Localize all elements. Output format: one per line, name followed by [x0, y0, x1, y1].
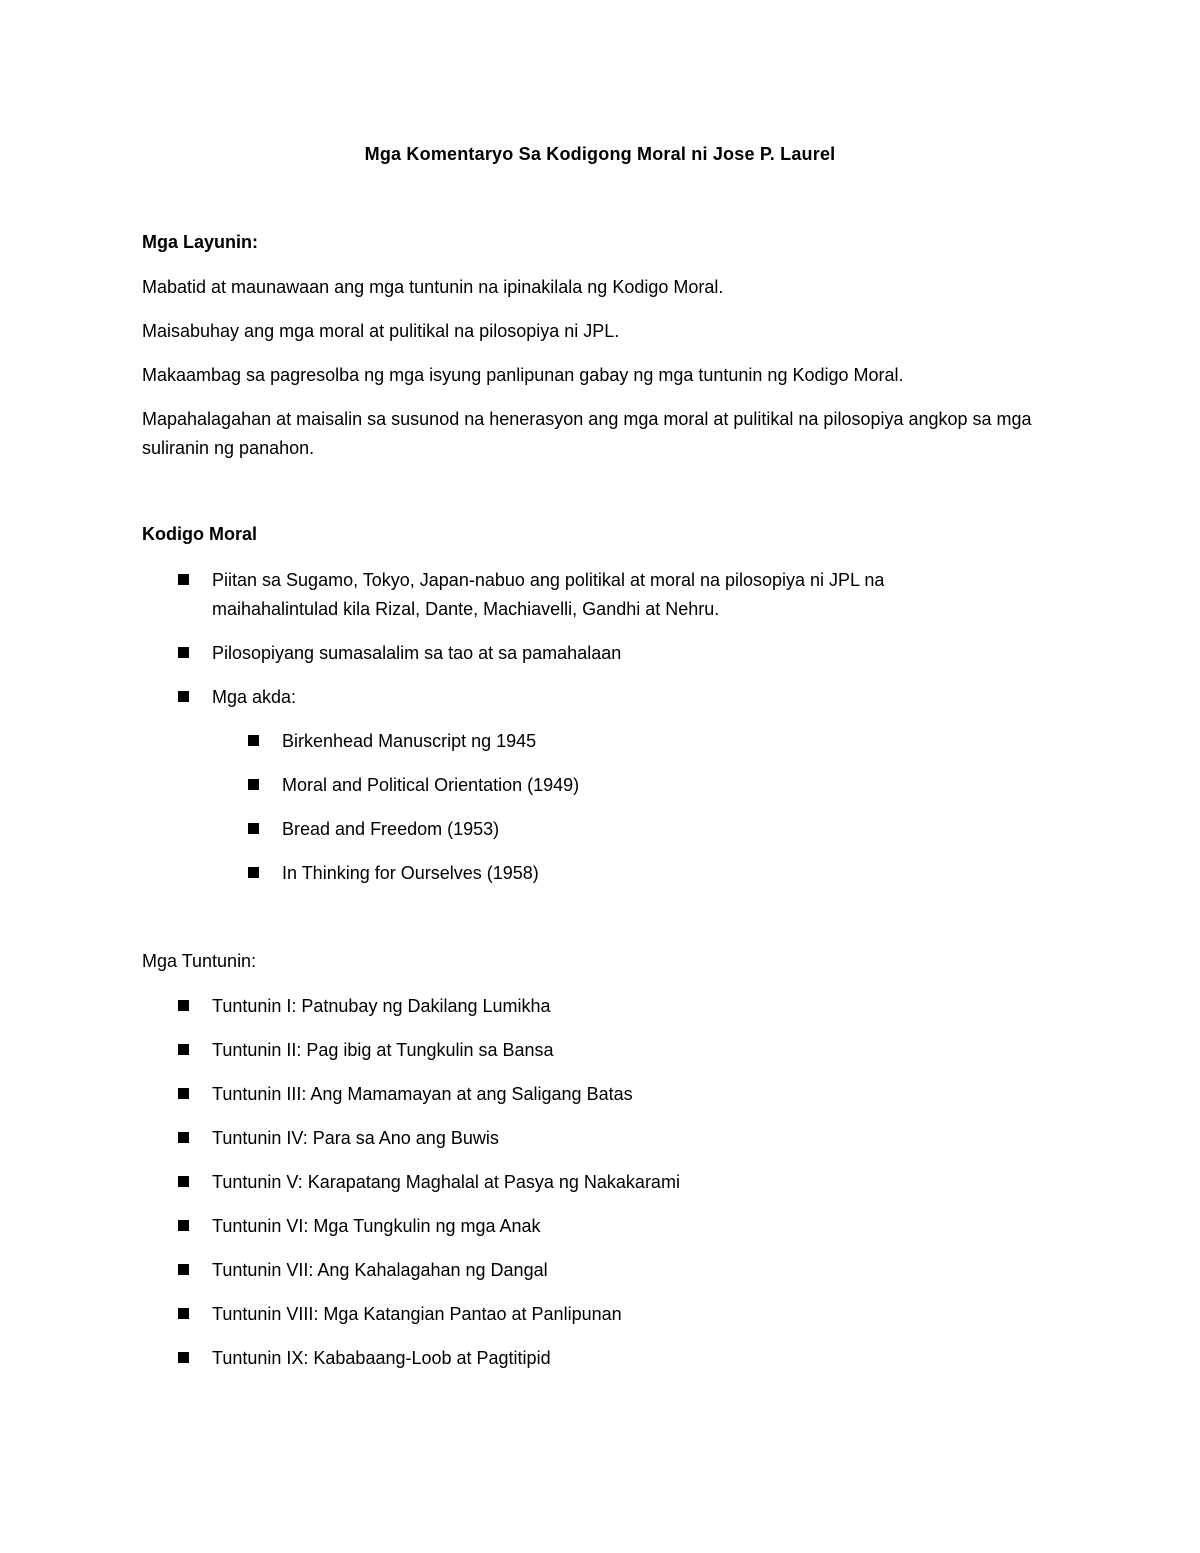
tuntunin-bullet	[178, 1080, 1008, 1109]
document-title: Mga Komentaryo Sa Kodigong Moral ni Jose P. Laurel	[364, 144, 836, 164]
tuntunin-bullet	[178, 1168, 1008, 1197]
tuntunin-bullet	[178, 1256, 1008, 1285]
layunin-item: Mabatid at maunawaan ang mga tuntunin na ipinakilala ng Kodigo Moral.	[142, 277, 724, 297]
akda-bullet	[248, 859, 1008, 888]
square-bullet-icon	[178, 1088, 189, 1099]
tuntunin-text: Tuntunin V: Karapatang Maghalal at Pasya ng Nakakarami	[212, 1172, 680, 1192]
tuntunin-bullet	[178, 1212, 1008, 1241]
kodigo-bullet	[178, 683, 1008, 712]
akda-bullet	[248, 727, 1008, 756]
square-bullet-icon	[178, 1264, 189, 1275]
tuntunin-text: Tuntunin VII: Ang Kahalagahan ng Dangal	[212, 1260, 548, 1280]
square-bullet-icon	[178, 691, 189, 702]
square-bullet-icon	[248, 867, 259, 878]
square-bullet-icon	[248, 735, 259, 746]
tuntunin-text: Tuntunin I: Patnubay ng Dakilang Lumikha	[212, 996, 551, 1016]
square-bullet-icon	[248, 779, 259, 790]
layunin-item: Makaambag sa pagresolba ng mga isyung panlipunan gabay ng mga tuntunin ng Kodigo Moral.	[142, 365, 904, 385]
kodigo-bullet-text: Mga akda:	[212, 687, 297, 707]
layunin-item: Mapahalagahan at maisalin sa susunod na henerasyon ang mga moral at pulitikal na pilosopiya angkop sa mga suliranin ng panahon.	[142, 409, 1032, 458]
tuntunin-bullet	[178, 1344, 1008, 1373]
layunin-heading: Mga Layunin:	[142, 232, 258, 252]
tuntunin-bullet	[178, 1124, 1008, 1153]
akda-text: Bread and Freedom (1953)	[282, 819, 500, 839]
akda-bullet	[248, 815, 1008, 844]
akda-text: In Thinking for Ourselves (1958)	[282, 863, 539, 883]
layunin-item: Maisabuhay ang mga moral at pulitikal na pilosopiya ni JPL.	[142, 321, 620, 341]
square-bullet-icon	[178, 1132, 189, 1143]
tuntunin-text: Tuntunin II: Pag ibig at Tungkulin sa Bansa	[212, 1040, 554, 1060]
square-bullet-icon	[178, 647, 189, 658]
akda-text: Birkenhead Manuscript ng 1945	[282, 731, 537, 751]
tuntunin-text: Tuntunin VIII: Mga Katangian Pantao at Panlipunan	[212, 1304, 622, 1324]
tuntunin-text: Tuntunin III: Ang Mamamayan at ang Saligang Batas	[212, 1084, 633, 1104]
akda-text: Moral and Political Orientation (1949)	[282, 775, 580, 795]
akda-bullet	[248, 771, 1008, 800]
square-bullet-icon	[178, 1352, 189, 1363]
square-bullet-icon	[178, 1308, 189, 1319]
kodigo-heading: Kodigo Moral	[142, 524, 257, 544]
square-bullet-icon	[178, 574, 189, 585]
tuntunin-bullet	[178, 1036, 1008, 1065]
kodigo-bullet	[178, 639, 1008, 668]
kodigo-bullet	[178, 566, 1008, 624]
kodigo-bullet-text: Piitan sa Sugamo, Tokyo, Japan-nabuo ang politikal at moral na pilosopiya ni JPL na maihahalintulad kila Rizal, Dante, Machiavelli, Gandhi at Nehru.	[212, 570, 885, 619]
tuntunin-text: Tuntunin IX: Kababaang-Loob at Pagtitipid	[212, 1348, 551, 1368]
tuntunin-bullet	[178, 1300, 1008, 1329]
tuntunin-text: Tuntunin IV: Para sa Ano ang Buwis	[212, 1128, 499, 1148]
tuntunin-text: Tuntunin VI: Mga Tungkulin ng mga Anak	[212, 1216, 541, 1236]
square-bullet-icon	[248, 823, 259, 834]
square-bullet-icon	[178, 1000, 189, 1011]
kodigo-bullet-text: Pilosopiyang sumasalalim sa tao at sa pamahalaan	[212, 643, 622, 663]
tuntunin-heading: Mga Tuntunin:	[142, 951, 257, 971]
square-bullet-icon	[178, 1220, 189, 1231]
tuntunin-bullet	[178, 992, 1008, 1021]
square-bullet-icon	[178, 1044, 189, 1055]
square-bullet-icon	[178, 1176, 189, 1187]
